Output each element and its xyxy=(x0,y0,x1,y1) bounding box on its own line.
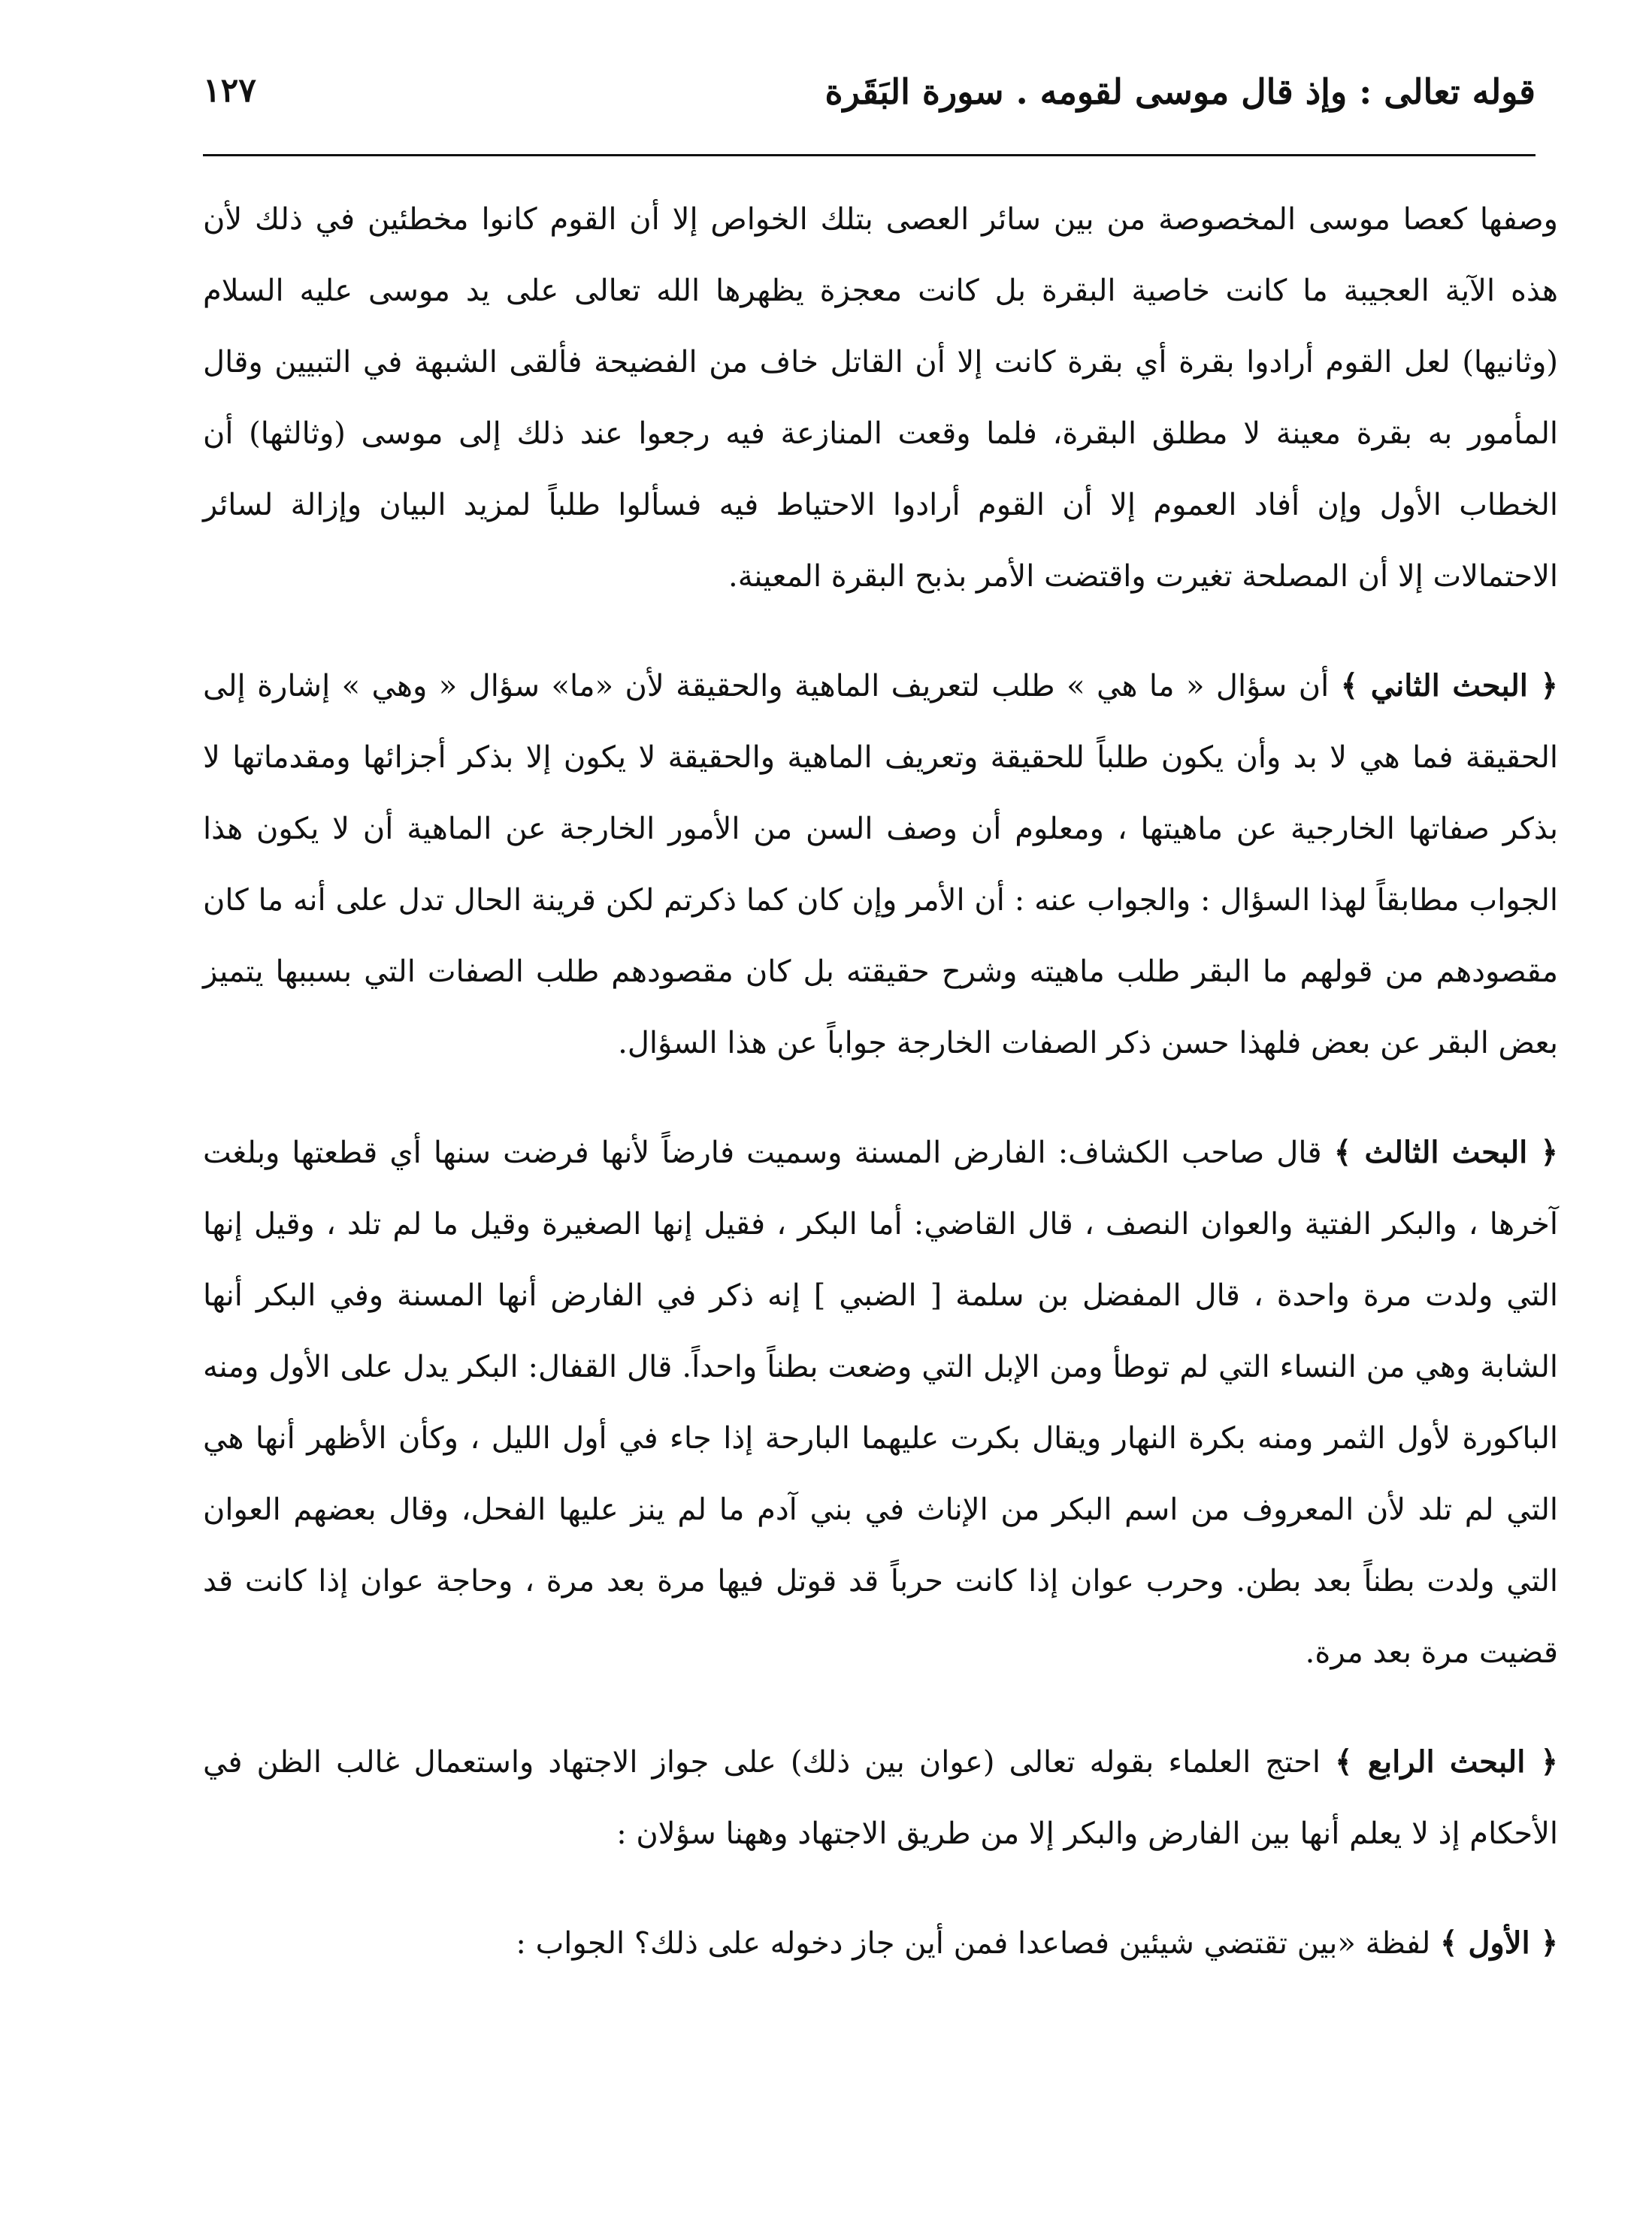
paragraph-2-text: أن سؤال « ما هي » طلب لتعريف الماهية والحقيقة لأن «ما» سؤال « وهي » إشارة إلى الحقيقة فما هي لا بد وأن يكون طلباً للحقيقة وتعريف الماهية والحقيقة لا يكون إلا بذكر أجزائها ومقدماتها لا بذكر صفاتها الخارجية عن ماهيتها ، ومعلوم أن وصف السن من الأمور الخارجة عن الماهية أن لا يكون هذا الجواب مطابقاً لهذا السؤال : والجواب عنه : أن الأمر وإن كان كما ذكرتم لكن قرينة الحال تدل على أنه ما كان مقصودهم من قولهم ما البقر طلب ماهيته وشرح حقيقته بل كان مقصودهم طلب الصفات التي بسببها يتميز بعض البقر عن بعض فلهذا حسن ذكر الصفات الخارجة جواباً عن هذا السؤال. xyxy=(203,669,1558,1060)
paragraph-4-text: احتج العلماء بقوله تعالى (عوان بين ذلك) على جواز الاجتهاد واستعمال غالب الظن في الأحكام إذ لا يعلم أنها بين الفارض والبكر إلا من طريق الاجتهاد وههنا سؤلان : xyxy=(203,1745,1558,1851)
header-rule xyxy=(203,154,1536,156)
section-heading-second: ﴿ البحث الثاني ﴾ xyxy=(1340,668,1558,703)
paragraph-2 xyxy=(203,650,1558,1079)
page-header xyxy=(203,71,1536,139)
running-title: قوله تعالى : وإذ قال موسى لقومه . سورة البَقَرة xyxy=(824,71,1536,112)
paragraph-1 xyxy=(203,184,1558,612)
page-number: ١٢٧ xyxy=(203,71,256,110)
paragraph-1-text: وصفها كعصا موسى المخصوصة من بين سائر العصى بتلك الخواص إلا أن القوم كانوا مخطئين في ذلك لأن هذه الآية العجيبة ما كانت خاصية البقرة بل كانت معجزة يظهرها الله تعالى على يد موسى عليه السلام (وثانيها) لعل القوم أرادوا بقرة أي بقرة كانت إلا أن القاتل خاف من الفضيحة فألقى الشبهة في التبيين وقال المأمور به بقرة معينة لا مطلق البقرة، فلما وقعت المنازعة فيه رجعوا عند ذلك إلى موسى (وثالثها) أن الخطاب الأول وإن أفاد العموم إلا أن القوم أرادوا الاحتياط فيه فسألوا طلباً لمزيد البيان وإزالة لسائر الاحتمالات إلا أن المصلحة تغيرت واقتضت الأمر بذبح البقرة المعينة. xyxy=(203,202,1558,594)
paragraph-3 xyxy=(203,1117,1558,1689)
section-heading-fourth: ﴿ البحث الرابع ﴾ xyxy=(1335,1744,1558,1780)
paragraph-4 xyxy=(203,1726,1558,1870)
paragraph-3-text: قال صاحب الكشاف: الفارض المسنة وسميت فارضاً لأنها فرضت سنها أي قطعتها وبلغت آخرها ، والبكر الفتية والعوان النصف ، قال القاضي: أما البكر ، فقيل إنها الصغيرة وقيل ما لم تلد ، وقيل إنها التي ولدت مرة واحدة ، قال المفضل بن سلمة [ الضبي ] إنه ذكر في الفارض أنها المسنة وفي البكر أنها الشابة وهي من النساء التي لم توطأ ومن الإبل التي وضعت بطناً واحداً. قال القفال: البكر يدل على الأول ومنه الباكورة لأول الثمر ومنه بكرة النهار ويقال بكرت عليهما البارحة إذا جاء في أول الليل ، وكأن الأظهر أنها هي التي لم تلد لأن المعروف من اسم البكر من الإناث في بني آدم ما لم ينز عليها الفحل، وقال بعضهم العوان التي ولدت بطناً بعد بطن. وحرب عوان إذا كانت حرباً قد قوتل فيها مرة بعد مرة ، وحاجة عوان إذا كانت قد قضيت مرة بعد مرة. xyxy=(203,1136,1559,1670)
paragraph-5-text: لفظة «بين تقتضي شيئين فصاعدا فمن أين جاز دخوله على ذلك؟ الجواب : xyxy=(516,1926,1431,1961)
paragraph-5 xyxy=(203,1907,1558,1980)
body-text xyxy=(203,184,1558,1980)
section-heading-first-question: ﴿ الأول ﴾ xyxy=(1439,1925,1558,1961)
section-heading-third: ﴿ البحث الثالث ﴾ xyxy=(1333,1135,1558,1170)
